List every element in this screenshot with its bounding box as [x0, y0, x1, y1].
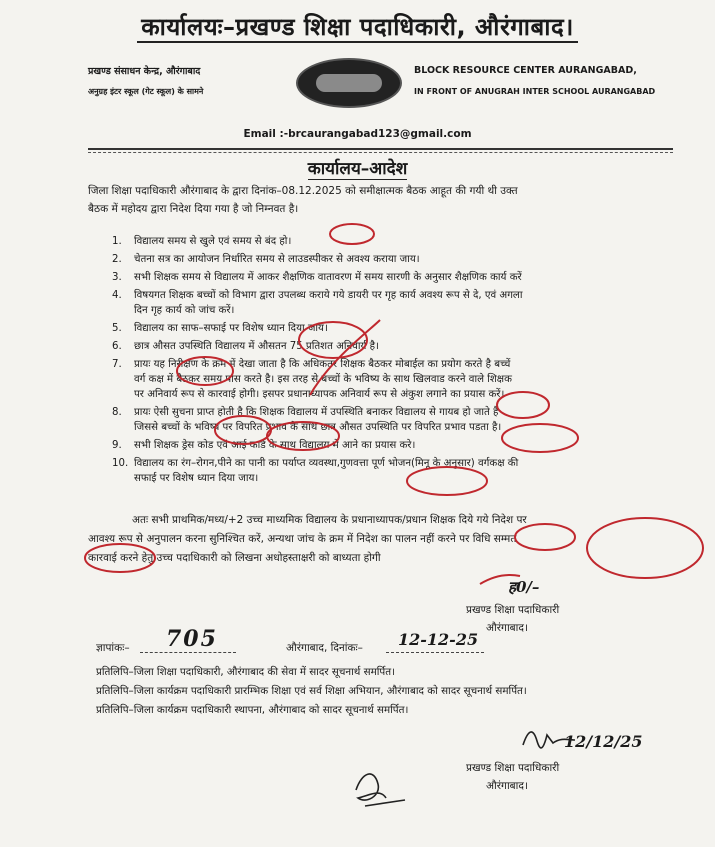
header-address-english-line1: BLOCK RESOURCE CENTER AURANGABAD,	[414, 65, 637, 76]
memo-number-line	[140, 652, 236, 653]
header-email: Email :-brcaurangabad123@gmail.com	[243, 128, 472, 140]
signature2-date: 12/12/25	[564, 732, 643, 751]
brc-seal-logo	[296, 58, 402, 108]
header-divider-dashed	[88, 152, 673, 153]
order-heading	[0, 156, 715, 179]
directive-text: चेतना सत्र का आयोजन निर्धारित समय से लाउडस्पीकर से अवश्य कराया जाय।	[134, 254, 420, 265]
directive-text: सभी शिक्षक समय से विद्यालय में आकर शैक्षणिक वातावरण में समय सारणी के अनुसार शैक्षणिक कार्य करें	[134, 272, 522, 283]
directive-text: जिससे बच्चों के भविष्य पर विपरित प्रभाव के साथ छात्र औसत उपस्थिति पर विपरित प्रभाव पडता है।	[134, 422, 502, 433]
directive-text: विद्यालय का साफ–सफाई पर विशेष ध्यान दिया जाय।	[134, 323, 328, 334]
directive-item	[112, 270, 692, 285]
memo-place-date-label: औरंगाबाद, दिनांकः–	[286, 642, 363, 654]
memo-number: 705	[166, 626, 218, 652]
directive-text: सफाई पर विशेष ध्यान दिया जाय।	[134, 473, 259, 484]
directive-number: 4.	[112, 290, 122, 301]
signature2-place: औरंगाबाद।	[486, 780, 528, 792]
initials-scribble	[356, 774, 386, 800]
closing-line3: कारवाई करने हेतु उच्च पदाधिकारी को लिखना अधोहस्ताक्षरी को बाध्यता होगी	[88, 552, 381, 564]
directive-number: 3.	[112, 272, 122, 283]
directive-item	[112, 234, 692, 249]
closing-line1: अतः सभी प्राथमिक/मध्य/+2 उच्च माध्यमिक विद्यालय के प्रधानाध्यापक/प्रधान शिक्षक दिये गये निदेश पर	[132, 514, 527, 526]
intro-line2: बैठक में महोदय द्वारा निदेश दिया गया है जो निम्नवत है।	[88, 203, 299, 215]
memo-label: ज्ञापांकः–	[96, 642, 130, 654]
signature1-mark: ह0/–	[508, 578, 540, 596]
directive-number: 2.	[112, 254, 122, 265]
directive-item	[112, 357, 692, 402]
directive-item	[112, 321, 692, 336]
signature2-designation: प्रखण्ड शिक्षा पदाधिकारी	[466, 762, 560, 774]
directive-number: 7.	[112, 359, 122, 370]
header-address-english-line2: IN FRONT OF ANUGRAH INTER SCHOOL AURANGABAD	[414, 87, 656, 96]
directive-item	[112, 456, 692, 486]
directive-item	[112, 252, 692, 267]
directive-number: 5.	[112, 323, 122, 334]
directive-text: विद्यालय का रंग–रोगन,पीने का पानी का पर्याप्त व्यवस्था,गुणवत्ता पूर्ण भोजन(मिनू के अनुसार) वर्गकक्ष की	[134, 458, 519, 469]
closing-line2: आवश्य रूप से अनुपालन करना सुनिश्चित करें, अन्यथा जांच के क्रम में निदेश का पालन नहीं करने पर विधि सम्मत	[88, 533, 517, 545]
directive-item	[112, 339, 692, 354]
copy-line-2: प्रतिलिपि–जिला कार्यक्रम पदाधिकारी प्रारम्भिक शिक्षा एवं सर्व शिक्षा अभियान, औरंगाबाद को सादर सूचनार्थ समर्पित।	[96, 685, 527, 697]
office-title-text: कार्यालयः–प्रखण्ड शिक्षा पदाधिकारी, औरंगाबाद।	[137, 13, 578, 43]
header-address-hindi-line1: प्रखण्ड संसाधन केन्द्र, औरंगाबाद	[88, 66, 201, 77]
directive-text: प्रायः ऐसी सुचना प्राप्त होती है कि शिक्षक विद्यालय में उपस्थिति बनाकर विद्यालय से गायब हो जाते है	[134, 407, 499, 418]
signature1-designation: प्रखण्ड शिक्षा पदाधिकारी	[466, 604, 560, 616]
directive-text: दिन गृह कार्य को जांच करें।	[134, 305, 235, 316]
directive-item	[112, 405, 692, 435]
header-address-hindi-line2: अनुग्रह इंटर स्कूल (गेट स्कूल) के सामने	[88, 87, 204, 96]
directive-text: छात्र औसत उपस्थिति विद्यालय में औसतन 75 प्रतिशत अनिवार्य है।	[134, 341, 379, 352]
memo-date-line	[386, 652, 484, 653]
directive-text: प्रायः यह निरीक्षण के क्रम में देखा जाता है कि अधिकतर शिक्षक बैठकर मोबाईल का प्रयोग करते है बच्चें	[134, 359, 511, 370]
directive-number: 8.	[112, 407, 122, 418]
directive-number: 6.	[112, 341, 122, 352]
initials-underline	[365, 800, 405, 806]
directive-number: 1.	[112, 236, 122, 247]
office-title	[0, 10, 715, 43]
directive-item	[112, 438, 692, 453]
directive-text: विद्यालय समय से खुले एवं समय से बंद हो।	[134, 236, 292, 247]
directive-text: सभी शिक्षक ड्रेस कोड एवं आई कार्ड के साथ विद्यालय में आने का प्रयास करे।	[134, 440, 416, 451]
intro-line1: जिला शिक्षा पदाधिकारी औरंगाबाद के द्वारा दिनांक–08.12.2025 को समीक्षात्मक बैठक आहूत की गयी थी उक्त	[88, 185, 518, 197]
directive-text: वर्ग कक्ष में बैठकर समय पास करते है। इस तरह से बच्चों के भविष्य के साथ खिलवाड करने वाले शिक्षक	[134, 374, 512, 385]
directive-list	[112, 234, 692, 504]
memo-date: 12-12-25	[398, 630, 479, 649]
header-divider	[88, 148, 673, 150]
signature1-place: औरंगाबाद।	[486, 622, 528, 634]
directive-text: विषयगत शिक्षक बच्चों को विभाग द्वारा उपलब्ध कराये गये डायरी पर गृह कार्य अवश्य रूप से दे, एवं अगला	[134, 290, 523, 301]
order-heading-text: कार्यालय–आदेश	[307, 159, 408, 179]
directive-item	[112, 288, 692, 318]
copy-line-3: प्रतिलिपि–जिला कार्यक्रम पदाधिकारी स्थापना, औरंगाबाद को सादर सूचनार्थ समर्पित।	[96, 704, 409, 716]
directive-number: 10.	[112, 458, 129, 469]
directive-text: पर अनिवार्य रूप से कारवाई होगी। इसपर प्रधानाध्यापक अनिवार्य रूप से अंकुश लगाने का प्रयास करें।	[134, 389, 505, 400]
copy-line-1: प्रतिलिपि–जिला शिक्षा पदाधिकारी, औरंगाबाद की सेवा में सादर सूचनार्थ समर्पित।	[96, 666, 396, 678]
directive-number: 9.	[112, 440, 122, 451]
